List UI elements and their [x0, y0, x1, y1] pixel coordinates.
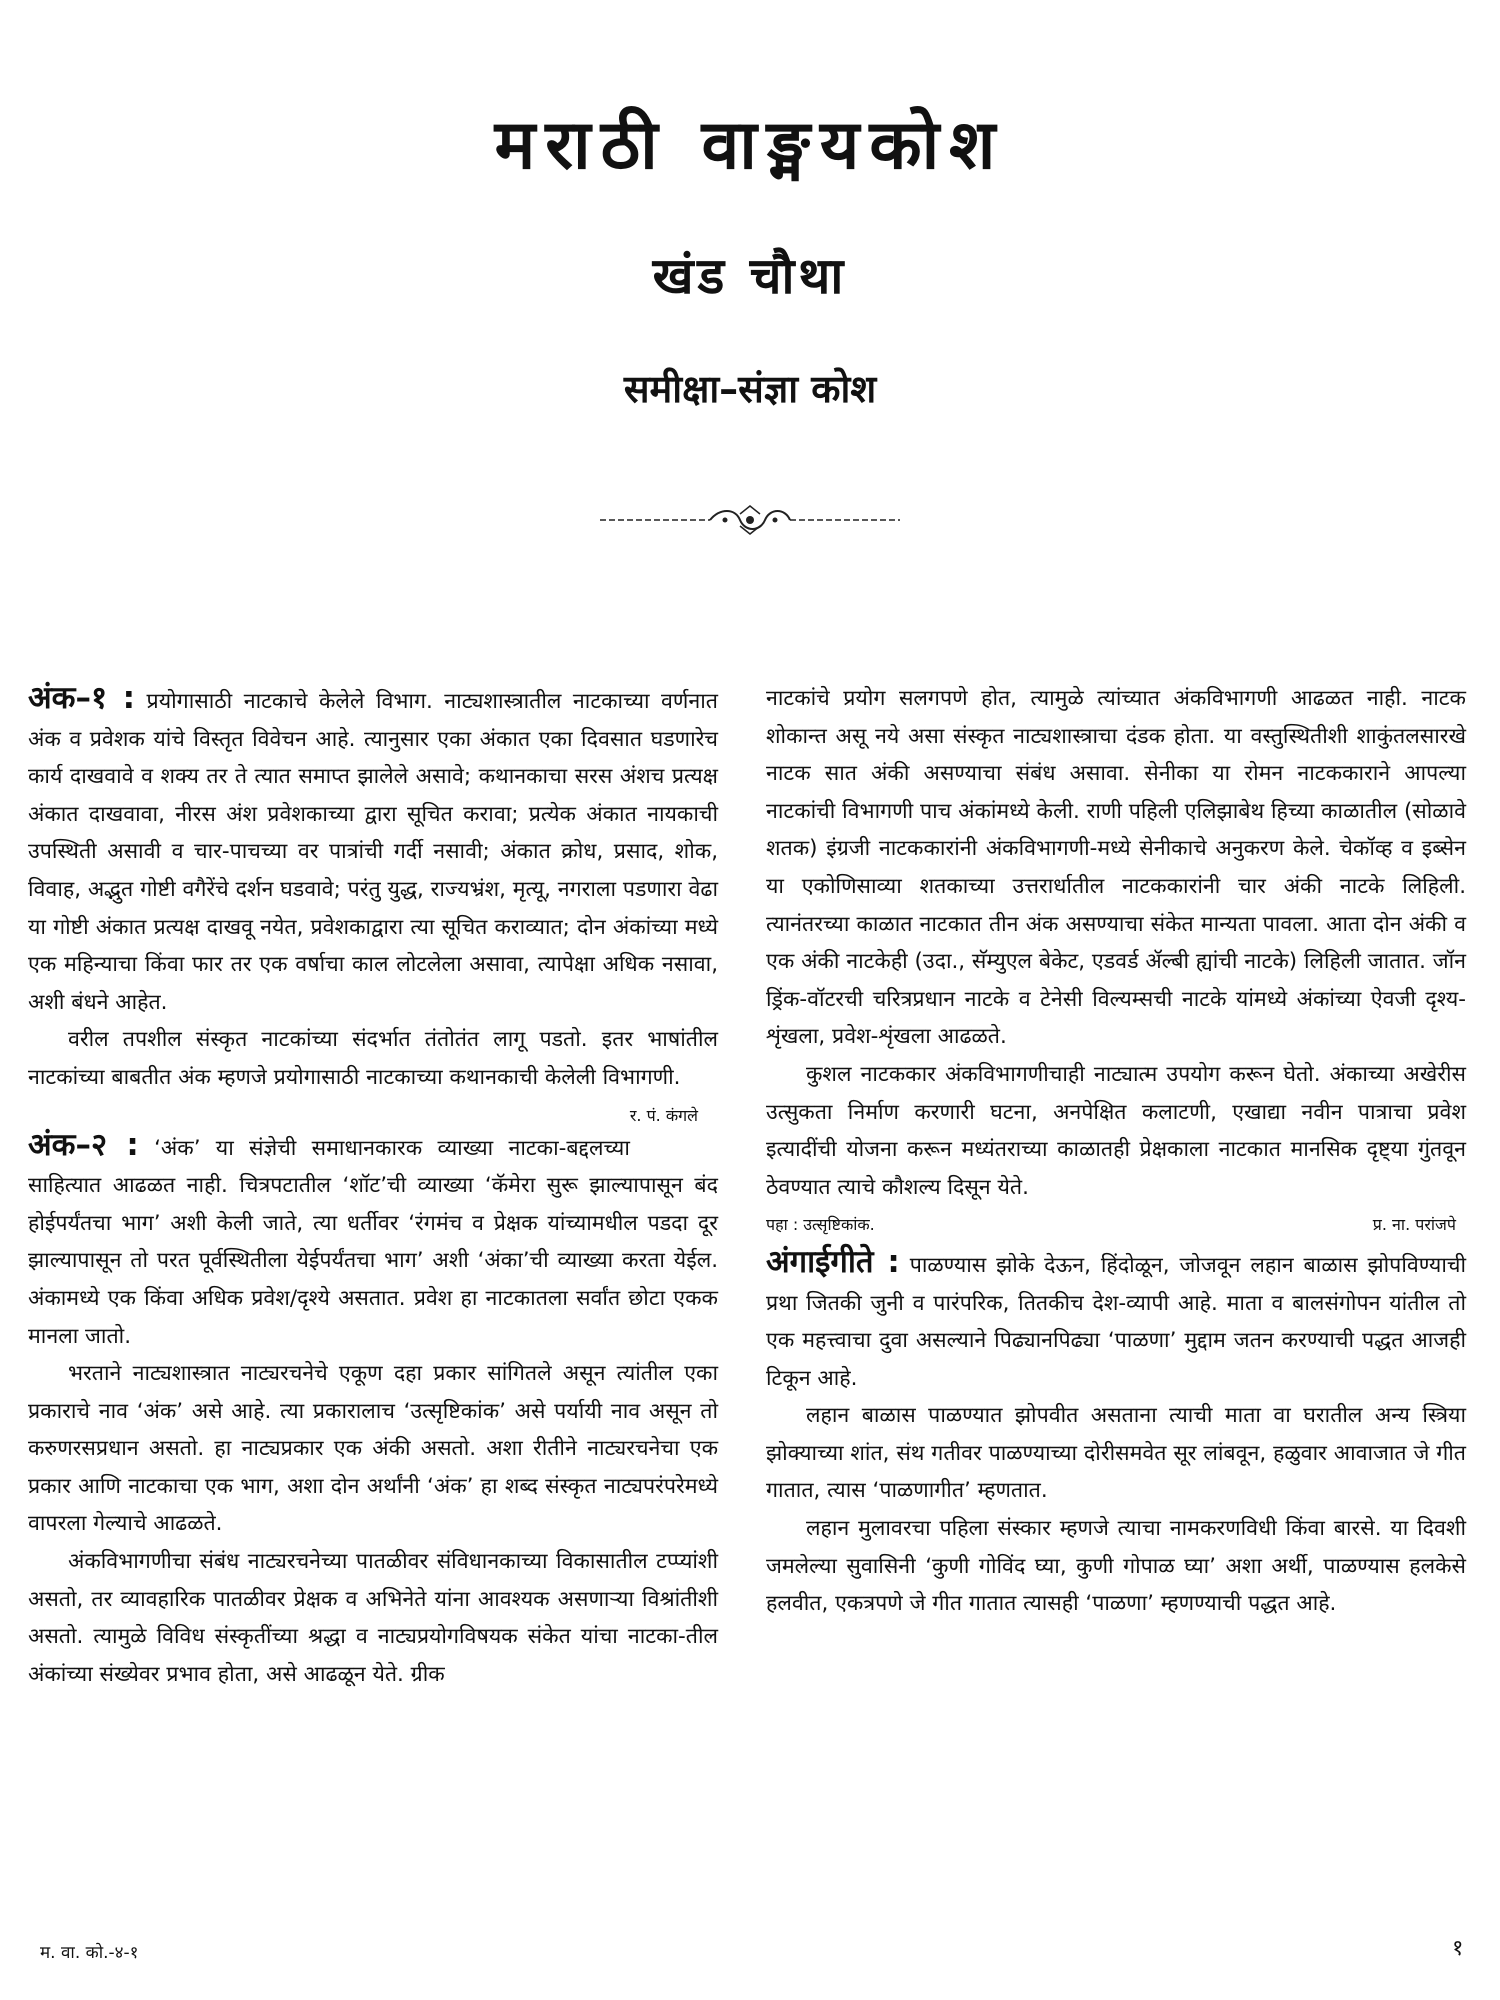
paragraph: अंकविभागणीचा संबंध नाट्यरचनेच्या पातळीवर संविधानकाच्या विकासातील टप्प्यांशी असतो, तर व्यावहारिक पातळीवर प्रेक्षक व अभिनेते यांना आवश्यक असणाऱ्या विश्रांतीशी असतो. त्यामुळे विविध संस्कृतींच्या श्रद्धा व नाट्यप्रयोगविषयक संकेत यांचा नाटका-तील अंकांच्या संख्येवर प्रभाव होता, असे आढळून येते. ग्रीक — [28, 1549, 718, 1687]
left-column — [28, 680, 718, 1693]
paragraph: लहान मुलावरचा पहिला संस्कार म्हणजे त्याचा नामकरणविधी किंवा बारसे. या दिवशी जमलेल्या सुवासिनी ‘कुणी गोविंद घ्या, कुणी गोपाळ घ्या’ अशा अर्थी, पाळण्यास हलकेसे हलवीत, एकत्रपणे जे गीत गातात त्यासही ‘पाळणा’ म्हणण्याची पद्धत आहे. — [766, 1516, 1466, 1617]
entry-heading: अंक–२ : — [28, 1126, 139, 1163]
right-column — [766, 680, 1466, 1623]
entry-ank-1 — [28, 680, 718, 1021]
paragraph: भरताने नाट्यशास्त्रात नाट्यरचनेचे एकूण दहा प्रकार सांगितले असून त्यांतील एका प्रकाराचे नाव ‘अंक’ असे आहे. त्या प्रकारालाच ‘उत्सृष्टिकांक’ असे पर्यायी नाव असून तो करुणरसप्रधान असतो. हा नाट्यप्रकार एक अंकी असतो. अशा रीतीने नाट्यरचनेचा एक प्रकार आणि नाटकाचा एक भाग, अशा दोन अर्थांनी ‘अंक’ हा शब्द संस्कृत नाट्यपरंपरेमध्ये वापरला गेल्याचे आढळते. — [28, 1361, 718, 1537]
section-subtitle: समीक्षा–संज्ञा कोश — [623, 367, 877, 411]
paragraph: नाटकांचे प्रयोग सलगपणे होत, त्यामुळे त्यांच्यात अंकविभागणी आढळत नाही. नाटक शोकान्त असू नये असा संस्कृत नाट्यशास्त्राचा दंडक होता. या वस्तुस्थितीशी शाकुंतलसारखे नाटक सात अंकी असण्याचा संबंध असावा. सेनीका या रोमन नाटककाराने आपल्या नाटकांची विभागणी पाच अंकांमध्ये केली. राणी पहिली एलिझाबेथ हिच्या काळातील (सोळावे शतक) इंग्रजी नाटककारांनी अंकविभागणी-मध्ये सेनीकाचे अनुकरण केले. चेकॉव्ह व इब्सेन या एकोणिसाव्या शतकाच्या उत्तरार्धातील नाटककारांनी चार अंकी नाटके लिहिली. त्यानंतरच्या काळात नाटकात तीन अंक असण्याचा संकेत मान्यता पावला. आता दोन अंकी व एक अंकी नाटकेही (उदा., सॅम्युएल बेकेट, एडवर्ड ॲल्बी ह्यांची नाटके) लिहिली जातात. जॉन ड्रिंक-वॉटरची चरित्रप्रधान नाटके व टेनेसी विल्यम्सची नाटके यांमध्ये अंकांच्या ऐवजी दृश्य-शृंखला, प्रवेश-शृंखला आढळते. — [766, 686, 1466, 1050]
entry-text: ‘अंक’ या संज्ञेची समाधानकारक व्याख्या नाटका-बद्दलच्या साहित्यात आढळत नाही. चित्रपटातील ‘शॉट’ची व्याख्या ‘कॅमेरा सुरू झाल्यापासून बंद होईपर्यंतचा भाग’ अशी केली जाते, त्या धर्तीवर ‘रंगमंच व प्रेक्षक यांच्यामधील पडदा दूर झाल्यापासून तो परत पूर्वस्थितीला येईपर्यंतचा भाग’ अशी ‘अंका’ची व्याख्या करता येईल. अंकामध्ये एक किंवा अधिक प्रवेश/दृश्ये असतात. प्रवेश हा नाटकातला सर्वांत छोटा एकक मानला जातो. — [28, 1135, 718, 1349]
entry-angaigeete — [766, 1244, 1466, 1397]
volume-code: म. वा. को.-४-१ — [40, 1943, 139, 1963]
author-signature: र. पं. कंगले — [629, 1105, 698, 1125]
author-signature: प्र. ना. परांजपे — [1372, 1215, 1456, 1235]
entry-heading: अंक–१ : — [28, 680, 136, 716]
see-also-reference[interactable]: पहा : उत्सृष्टिकांक. — [766, 1215, 875, 1235]
ornament-divider-icon — [590, 500, 910, 540]
entry-heading: अंगाईगीते : — [766, 1243, 900, 1280]
paragraph: कुशल नाटककार अंकविभागणीचाही नाट्यात्म उपयोग करून घेतो. अंकाच्या अखेरीस उत्सुकता निर्माण करणारी घटना, अनपेक्षित कलाटणी, एखाद्या नवीन पात्राचा प्रवेश इत्यादींची योजना करून मध्यंतराच्या काळातही प्रेक्षकाला नाटकात मानसिक दृष्ट्या गुंतवून ठेवण्यात त्याचे कौशल्य दिसून येते. — [766, 1061, 1466, 1200]
entry-text: प्रयोगासाठी नाटकाचे केलेले विभाग. नाट्यशास्त्रातील नाटकाच्या वर्णनात अंक व प्रवेशक यांचे विस्तृत विवेचन आहे. त्यानुसार एका अंकात एका दिवसात घडणारेच कार्य दाखवावे व शक्य तर ते त्यात समाप्त झालेले असावे; कथानकाचा सरस अंशच प्रत्यक्ष अंकात दाखवावा, नीरस अंश प्रवेशकाच्या द्वारा सूचित करावा; प्रत्येक अंकात नायकाची उपस्थिती असावी व चार-पाचच्या वर पात्रांची गर्दी नसावी; अंकात क्रोध, प्रसाद, शोक, विवाह, अद्भुत गोष्टी वगैरेंचे दर्शन घडवावे; परंतु युद्ध, राज्यभ्रंश, मृत्यू, नगराला पडणारा वेढा या गोष्टी अंकात प्रत्यक्ष दाखवू नयेत, प्रवेशकाद्वारा त्या सूचित कराव्यात; दोन अंकांच्या मध्ये एक महिन्याचा किंवा फार तर एक वर्षाचा काल लोटलेला असावा, त्यापेक्षा अधिक नसावा, अशी बंधने आहेत. — [28, 689, 718, 1015]
entry-text: पाळण्यास झोके देऊन, हिंदोळून, जोजवून लहान बाळास झोपविण्याची प्रथा जितकी जुनी व पारंपरिक, तितकीच देश-व्यापी आहे. माता व बालसंगोपन यांतील तो एक महत्त्वाचा दुवा असल्याने पिढ्यानपिढ्या ‘पाळणा’ मुद्दाम जतन करण्याची पद्धत आजही टिकून आहे. — [766, 1252, 1466, 1391]
paragraph: वरील तपशील संस्कृत नाटकांच्या संदर्भात तंतोतंत लागू पडतो. इतर भाषांतील नाटकांच्या बाबतीत अंक म्हणजे प्रयोगासाठी नाटकाच्या कथानकाची केलेली विभागणी. — [28, 1027, 718, 1090]
page-number: १ — [1452, 1936, 1464, 1961]
page-title: मराठी वाङ्मयकोश — [494, 106, 1006, 185]
paragraph: लहान बाळास पाळण्यात झोपवीत असताना त्याची माता वा घरातील अन्य स्त्रिया झोक्याच्या शांत, संथ गतीवर पाळण्याच्या दोरीसमवेत सूर लांबवून, हळुवार आवाजात जे गीत गातात, त्यास ‘पाळणागीत’ म्हणतात. — [766, 1403, 1466, 1504]
entry-ank-2 — [28, 1127, 718, 1356]
volume-title: खंड चौथा — [652, 247, 848, 305]
signature-row — [28, 1097, 718, 1127]
see-also-row — [766, 1206, 1466, 1244]
